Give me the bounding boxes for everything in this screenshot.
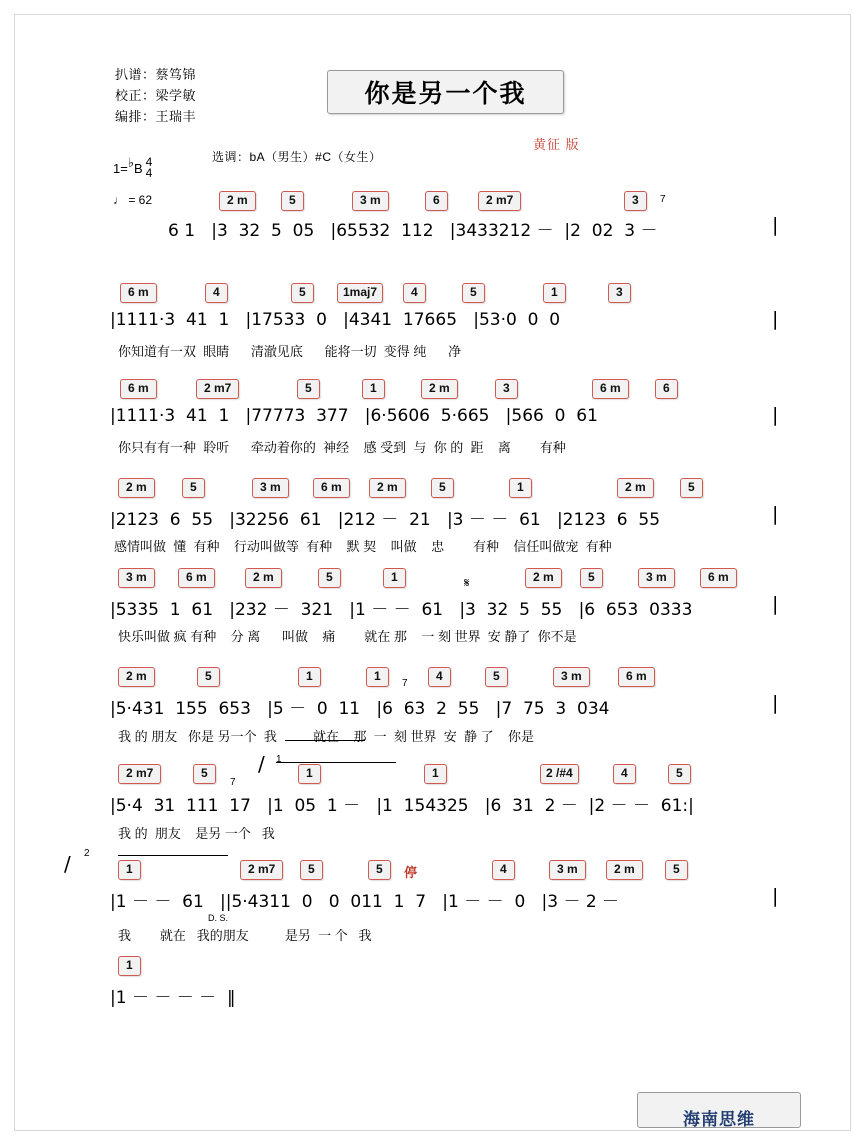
- chord-chip[interactable]: 1: [383, 568, 406, 588]
- chord-chip[interactable]: 6 m: [120, 283, 157, 303]
- chord-chip[interactable]: 5: [680, 478, 703, 498]
- first-ending-number: 1: [276, 754, 282, 765]
- second-ending-bracket-icon: /: [64, 852, 71, 876]
- key-note: B: [133, 160, 143, 176]
- first-ending-bracket-icon: /: [258, 752, 265, 776]
- chord-chip[interactable]: 1: [366, 667, 389, 687]
- chord-chip[interactable]: 3 m: [638, 568, 675, 588]
- lyric-line: 你只有有一种 聆听 牵动着你的 神经 感 受到 与 你 的 距 离 有种: [118, 440, 566, 455]
- chord-chip[interactable]: 1: [118, 956, 141, 976]
- lyric-line: 快乐叫做 疯 有种 分 离 叫做 痛 就在 那 一 刻 世界 安 静了 你不是: [118, 629, 577, 644]
- chord-chip[interactable]: 1: [424, 764, 447, 784]
- chord-chip[interactable]: 3 m: [553, 667, 590, 687]
- chord-chip[interactable]: 5: [431, 478, 454, 498]
- music-notation-line: |1111·3 41 1 |17533 0 |4341 17665 |53·0 0 0: [110, 310, 561, 330]
- chord-chip[interactable]: 5: [197, 667, 220, 687]
- lyric-line: 感情叫做 懂 有种 行动叫做等 有种 默 契 叫做 忠 有种 信任叫做宠 有种: [114, 539, 612, 554]
- lyric-extension-line: [285, 740, 365, 741]
- chord-chip[interactable]: 5: [291, 283, 314, 303]
- barline: |: [772, 885, 779, 907]
- barline: |: [772, 692, 779, 714]
- chord-chip[interactable]: 1: [509, 478, 532, 498]
- music-notation-line: |1 － － － － ‖: [110, 988, 236, 1008]
- chord-chip[interactable]: 5: [580, 568, 603, 588]
- chord-chip[interactable]: 5: [368, 860, 391, 880]
- credit-line-2: 校正：梁学敏: [115, 88, 197, 103]
- tempo-marking: [113, 193, 152, 207]
- barline: |: [772, 308, 779, 330]
- version-note: 黄征 版: [533, 137, 580, 152]
- music-notation-line: |1 － － 61 ||5·4311 0 0 011 1 7 |1 － － 0 |3 － 2 －: [110, 892, 620, 912]
- barline: |: [772, 404, 779, 426]
- chord-chip[interactable]: 1: [298, 764, 321, 784]
- publisher-name: 海南思维: [683, 1110, 755, 1128]
- chord-superscript: 7: [402, 678, 408, 689]
- chord-chip[interactable]: 5: [193, 764, 216, 784]
- chord-chip[interactable]: 2 m: [245, 568, 282, 588]
- chord-chip[interactable]: 6: [425, 191, 448, 211]
- stop-marking: 停: [404, 865, 418, 880]
- first-ending-line: [276, 762, 396, 763]
- chord-chip[interactable]: 5: [485, 667, 508, 687]
- chord-chip[interactable]: 5: [182, 478, 205, 498]
- chord-chip[interactable]: 3 m: [118, 568, 155, 588]
- chord-chip[interactable]: 2 m: [606, 860, 643, 880]
- chord-chip[interactable]: 1: [543, 283, 566, 303]
- chord-chip[interactable]: 2 m: [118, 667, 155, 687]
- publisher-footer-box: [637, 1092, 801, 1128]
- chord-chip[interactable]: 4: [205, 283, 228, 303]
- flat-symbol: ♭: [127, 155, 134, 170]
- lyric-line: 我 就在 我的朋友 是另 一 个 我: [118, 928, 372, 943]
- tune-line: 选调：bA（男生）#C（女生）: [212, 150, 382, 164]
- chord-chip[interactable]: 2 m: [421, 379, 458, 399]
- chord-chip[interactable]: 3: [624, 191, 647, 211]
- barline: |: [772, 593, 779, 615]
- chord-chip[interactable]: 5: [665, 860, 688, 880]
- music-notation-line: |5·4 31 111 17 |1 05 1 － |1 154325 |6 31 2 － |2 － － 61:|: [110, 796, 694, 816]
- chord-chip[interactable]: 5: [297, 379, 320, 399]
- chord-chip[interactable]: 6 m: [120, 379, 157, 399]
- chord-chip[interactable]: 6 m: [592, 379, 629, 399]
- chord-chip[interactable]: 3 m: [549, 860, 586, 880]
- music-notation-line: |1111·3 41 1 |77773 377 |6·5606 5·665 |566 0 61: [110, 406, 598, 426]
- chord-chip[interactable]: 5: [668, 764, 691, 784]
- chord-chip[interactable]: 3: [608, 283, 631, 303]
- music-notation-line: |5335 1 61 |232 － 321 |1 － － 61 |3 32 5 55 |6 653 0333: [110, 600, 693, 620]
- chord-superscript: 7: [660, 194, 666, 205]
- chord-chip[interactable]: 4: [403, 283, 426, 303]
- chord-chip[interactable]: 6 m: [178, 568, 215, 588]
- chord-chip[interactable]: 5: [281, 191, 304, 211]
- lyric-line: 我 的 朋友 是另 一个 我: [118, 826, 275, 841]
- key-prefix: 1=: [113, 160, 128, 176]
- chord-chip[interactable]: 4: [428, 667, 451, 687]
- barline: |: [772, 214, 779, 236]
- song-title-box: [327, 70, 564, 114]
- key-signature: [113, 157, 152, 179]
- credit-line-1: 扒谱：蔡笃锦: [115, 67, 197, 82]
- tempo-value: = 62: [128, 193, 153, 207]
- chord-chip[interactable]: 3 m: [352, 191, 389, 211]
- chord-chip[interactable]: 2 m7: [240, 860, 283, 880]
- quarter-note-icon: ♩: [113, 193, 125, 207]
- chord-chip[interactable]: 2 m: [369, 478, 406, 498]
- chord-chip[interactable]: 1: [362, 379, 385, 399]
- chord-chip[interactable]: 6 m: [618, 667, 655, 687]
- chord-chip[interactable]: 1: [118, 860, 141, 880]
- chord-chip[interactable]: 1maj7: [337, 283, 383, 303]
- music-notation-line: |5·431 155 653 |5 － 0 11 |6 63 2 55 |7 75 3 034: [110, 699, 610, 719]
- lyric-line: 你知道有一双 眼睛 清澈见底 能将一切 变得 纯 净: [118, 344, 462, 359]
- chord-chip[interactable]: 5: [462, 283, 485, 303]
- chord-chip[interactable]: 1: [298, 667, 321, 687]
- page-title: 你是另一个我: [364, 79, 527, 108]
- credits-block: [115, 64, 196, 127]
- chord-chip[interactable]: 2 m: [617, 478, 654, 498]
- chord-chip[interactable]: 5: [300, 860, 323, 880]
- chord-chip[interactable]: 2 m7: [478, 191, 521, 211]
- second-ending-number: 2: [84, 848, 90, 859]
- second-ending-line: [118, 855, 228, 856]
- music-notation-line: 6 1 |3 32 5 05 |65532 112 |3433212 － |2 02 3 －: [168, 221, 658, 241]
- time-signature-top: 4: [145, 155, 153, 169]
- segno-icon: 𝄋: [464, 576, 470, 591]
- chord-chip[interactable]: 2 m7: [196, 379, 239, 399]
- lyric-line: 我 的 朋友 你是 另一个 我 就在 那 一 刻 世界 安 静 了 你是: [118, 729, 535, 744]
- chord-chip[interactable]: 2 m7: [118, 764, 161, 784]
- chord-chip[interactable]: 2 m: [525, 568, 562, 588]
- chord-chip[interactable]: 2 m: [118, 478, 155, 498]
- time-signature-bottom: 4: [145, 166, 153, 180]
- dal-segno-marking: D. S.: [208, 913, 229, 923]
- music-notation-line: |2123 6 55 |32256 61 |212 － 21 |3 － － 61 |2123 6 55: [110, 510, 661, 530]
- chord-chip[interactable]: 2 /#4: [540, 764, 579, 784]
- chord-superscript: 7: [230, 777, 236, 788]
- chord-chip[interactable]: 6: [655, 379, 678, 399]
- time-signature: [146, 157, 153, 179]
- chord-chip[interactable]: 2 m: [219, 191, 256, 211]
- chord-chip[interactable]: 3: [495, 379, 518, 399]
- chord-chip[interactable]: 3 m: [252, 478, 289, 498]
- chord-chip[interactable]: 4: [613, 764, 636, 784]
- credit-line-3: 编排：王瑞丰: [115, 109, 197, 124]
- chord-chip[interactable]: 4: [492, 860, 515, 880]
- chord-chip[interactable]: 6 m: [313, 478, 350, 498]
- chord-chip[interactable]: 5: [318, 568, 341, 588]
- chord-chip[interactable]: 6 m: [700, 568, 737, 588]
- barline: |: [772, 503, 779, 525]
